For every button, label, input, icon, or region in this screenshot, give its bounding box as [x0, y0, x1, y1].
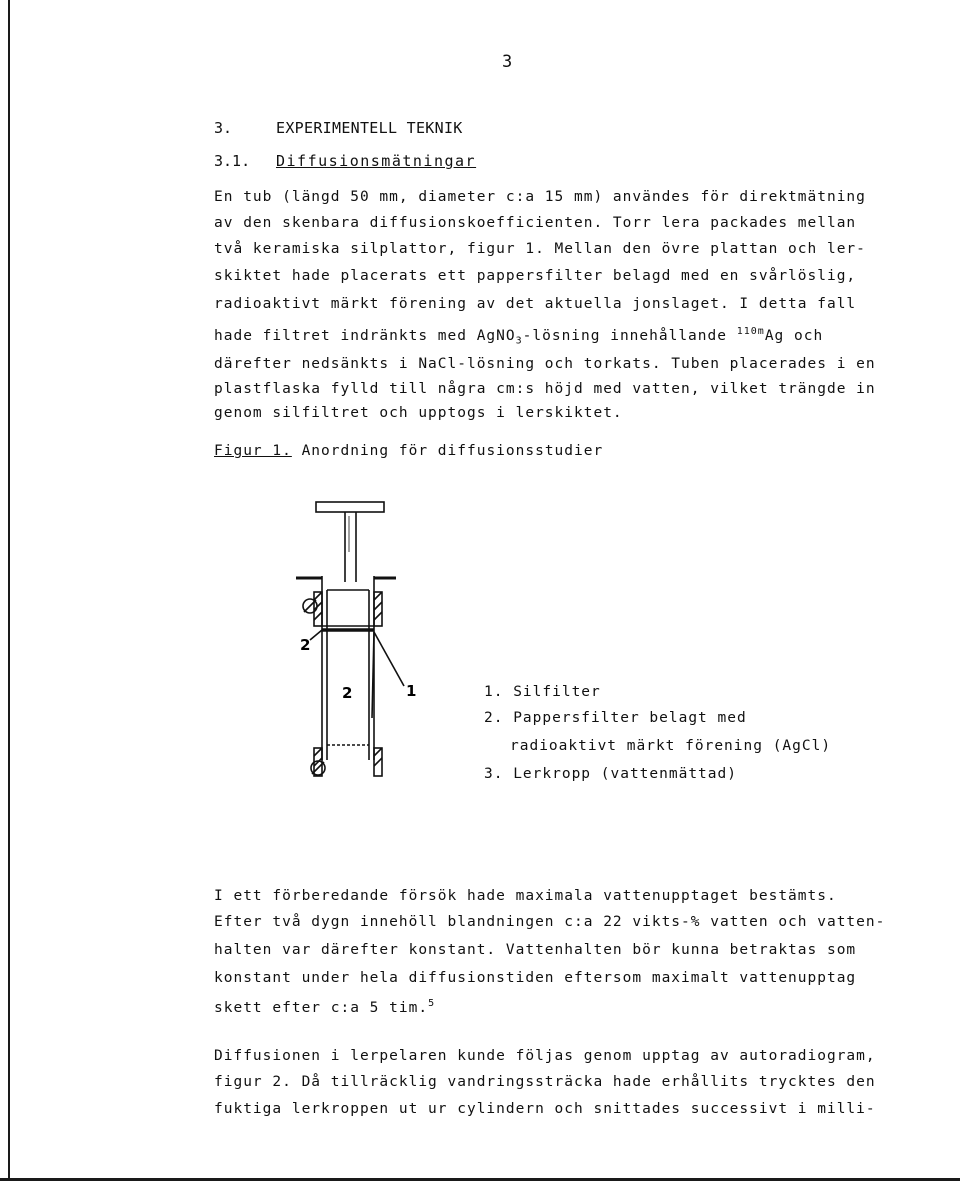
- legend-item: 1. Silfilter: [484, 684, 601, 700]
- page-left-border: [8, 0, 10, 1178]
- agno3-subscript: 3: [515, 335, 523, 347]
- upper-sieve-plate: [314, 592, 382, 626]
- reference-superscript: 5: [428, 998, 436, 1009]
- section-title: EXPERIMENTELL TEKNIK: [276, 119, 463, 137]
- subsection-number: 3.1.: [214, 152, 251, 170]
- paragraph-line: fuktiga lerkroppen ut ur cylindern och snittades successivt i milli-: [214, 1101, 876, 1117]
- section-number: 3.: [214, 119, 233, 137]
- paragraph-line: halten var därefter konstant. Vattenhalten bör kunna betraktas som: [214, 942, 857, 958]
- figure-caption-text: Anordning för diffusionsstudier: [301, 443, 604, 459]
- subsection-title: Diffusionsmätningar: [276, 152, 477, 170]
- diffusion-apparatus-figure: [270, 490, 440, 790]
- paragraph-line: I ett förberedande försök hade maximala vattenupptaget bestämts.: [214, 888, 837, 904]
- paragraph-line: genom silfiltret och upptogs i lerskiktet.: [214, 405, 623, 421]
- legend-item: radioaktivt märkt förening (AgCl): [510, 738, 832, 754]
- figure-label-2-left: 2: [300, 636, 311, 654]
- page-number: 3: [502, 52, 513, 72]
- paragraph-line: skiktet hade placerats ett pappersfilter belagd med en svårlöslig,: [214, 268, 857, 284]
- figure-label-1: 1: [406, 682, 417, 700]
- legend-item: 2. Pappersfilter belagt med: [484, 710, 747, 726]
- paragraph-line: En tub (längd 50 mm, diameter c:a 15 mm) användes för direktmätning: [214, 189, 866, 205]
- paragraph-line: Diffusionen i lerpelaren kunde följas genom upptag av autoradiogram,: [214, 1048, 876, 1064]
- paragraph-line: figur 2. Då tillräcklig vandringssträcka hade erhållits trycktes den: [214, 1074, 876, 1090]
- figure-label-2-inside: 2: [342, 684, 353, 702]
- paragraph-line: två keramiska silplattor, figur 1. Mellan den övre plattan och ler-: [214, 241, 866, 257]
- agno3-text-a: hade filtret indränkts med AgNO: [214, 327, 516, 344]
- paragraph-line: radioaktivt märkt förening av det aktuella jonslaget. I detta fall: [214, 296, 857, 312]
- paragraph-line: därefter nedsänkts i NaCl-lösning och torkats. Tuben placerades i en: [214, 356, 876, 372]
- paragraph-line: konstant under hela diffusionstiden eftersom maximalt vattenupptag: [214, 970, 857, 986]
- figure-caption: [214, 443, 603, 459]
- paragraph-line: av den skenbara diffusionskoefficienten. Torr lera packades mellan: [214, 215, 857, 231]
- plunger-handle: [316, 502, 384, 512]
- isotope-superscript: 110m: [736, 326, 765, 337]
- figure-caption-label: Figur 1.: [214, 443, 292, 459]
- paragraph-line: Efter två dygn innehöll blandningen c:a 22 vikts-% vatten och vatten-: [214, 914, 886, 930]
- paragraph-line-last: [214, 998, 435, 1016]
- page-bottom-border: [0, 1178, 960, 1181]
- paragraph-line-agno3: [214, 326, 823, 347]
- paragraph-line: plastflaska fylld till några cm:s höjd med vatten, vilket trängde in: [214, 381, 876, 397]
- legend-item: 3. Lerkropp (vattenmättad): [484, 766, 737, 782]
- agno3-text-c: Ag och: [764, 327, 824, 344]
- paragraph-last-text: skett efter c:a 5 tim.: [214, 999, 429, 1016]
- agno3-text-b: -lösning innehållande: [522, 327, 737, 344]
